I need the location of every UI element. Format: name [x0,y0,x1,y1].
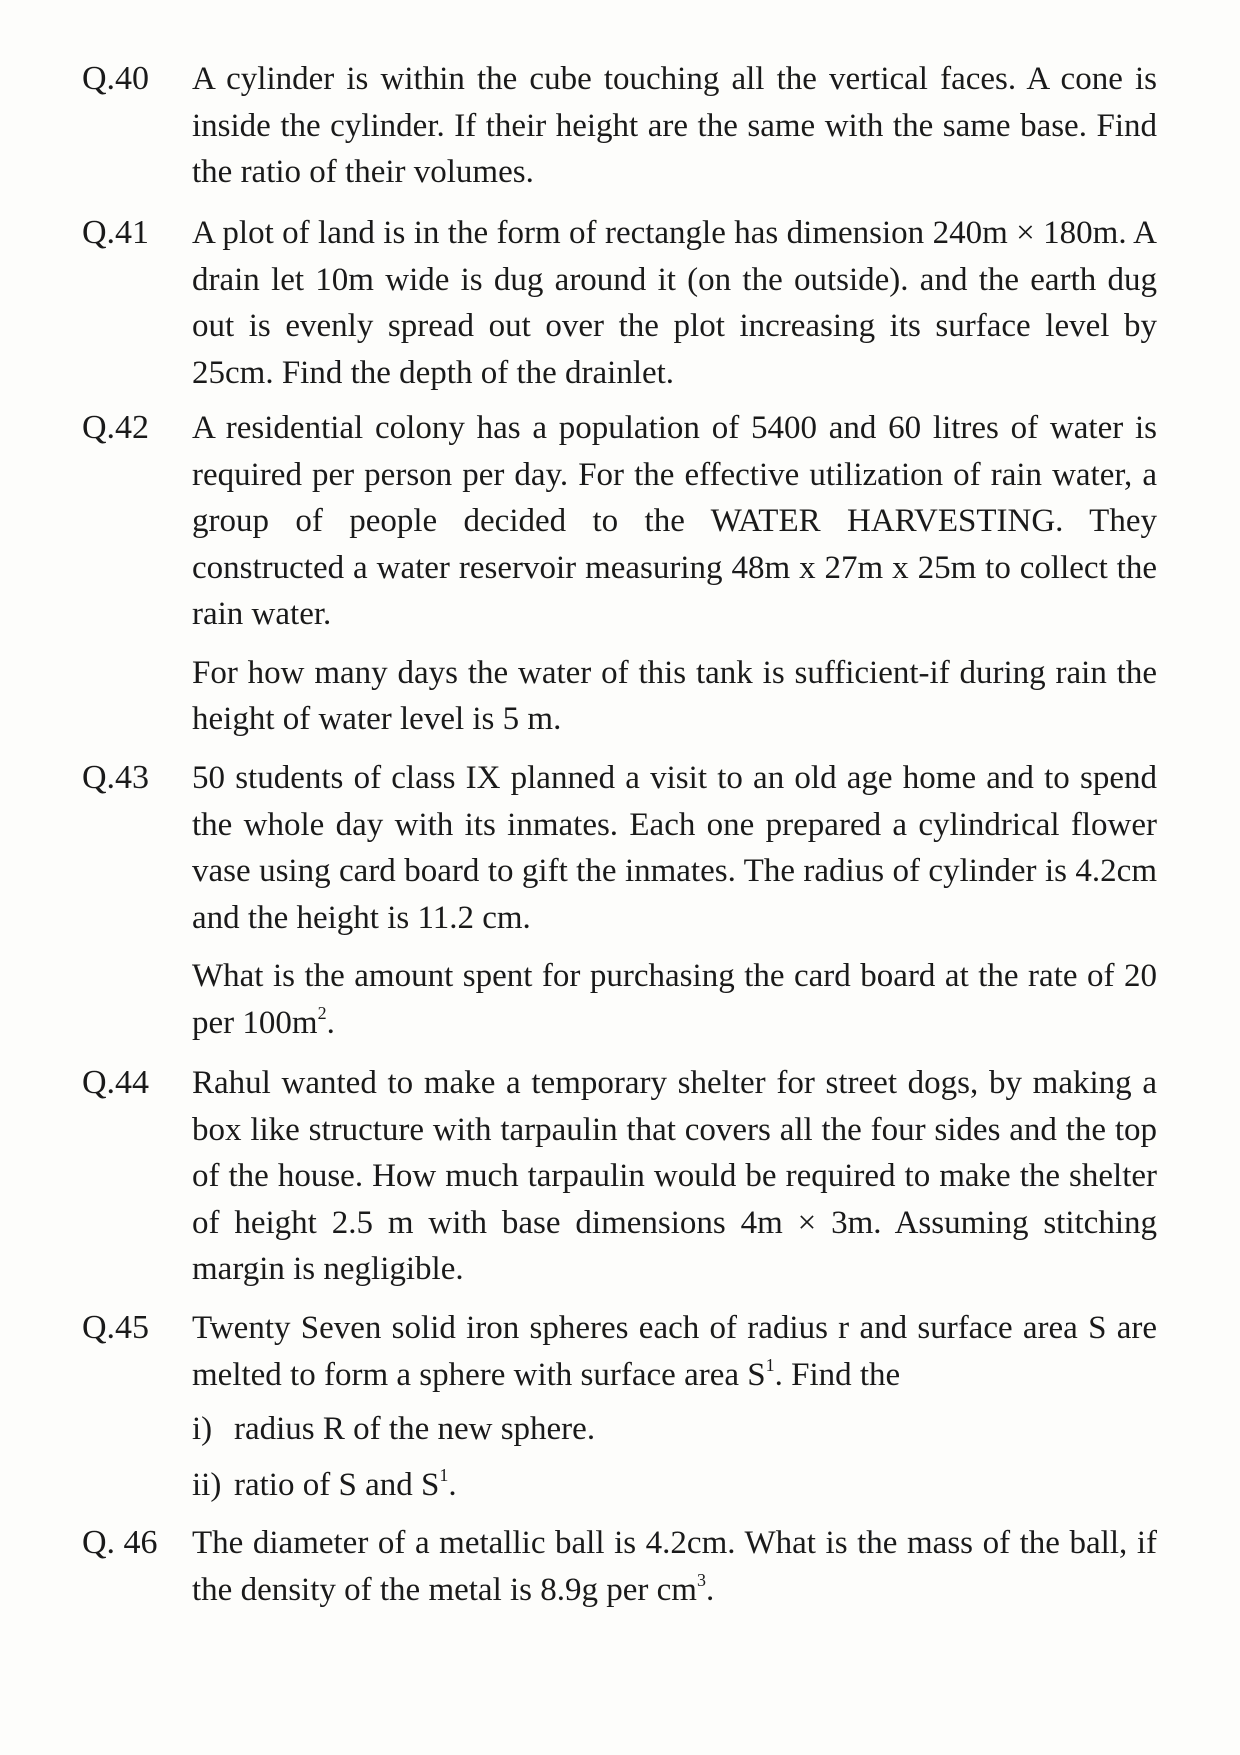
question-number: Q.44 [82,1064,150,1101]
sub-question-2 [192,1462,1157,1508]
question-number: Q. 46 [82,1524,158,1561]
question-body [192,1520,1157,1613]
unit-exponent: 3 [696,1569,706,1590]
question-number: Q.40 [82,60,150,97]
question-text: A cylinder is within the cube touching all the vertical faces. A cone is inside the cylinder. If their height are the same with the same base. Find the ratio of their volumes. [192,61,1157,190]
sub-text: ratio of S and S [234,1467,440,1503]
question-number: Q.45 [82,1309,150,1346]
question-body [192,56,1157,196]
question-text [192,1305,1157,1398]
question-body [192,210,1157,396]
sub-question-1 [192,1406,1157,1452]
question-followup: For how many days the water of this tank is sufficient-if during rain the height of water level is 5 m. [192,654,1157,737]
question-number: Q.43 [82,759,150,796]
question-text [192,1520,1157,1613]
question-body [192,1060,1157,1293]
intro-superscript: 1 [765,1354,775,1375]
question-text: 50 students of class IX planned a visit to an old age home and to spend the whole day with its inmates. Each one prepared a cylindrical flower vase using card board to gift the inmates. The radius of cylinder is 4.2cm and the height is 11.2 cm. [192,760,1157,936]
main-end: . [705,1571,715,1608]
sub-label: i) [192,1411,213,1447]
question-text: A plot of land is in the form of rectangle has dimension 240m × 180m. A drain let 10m wide is dug around it (on the outside). and the earth dug out is evenly spread out over the plot increasing its surface level by 25cm. Find the depth of the drainlet. [192,215,1157,391]
question-body [192,755,1157,1046]
question-followup [192,953,1157,1046]
question-body [192,405,1157,743]
question-body [192,1305,1157,1508]
main-text: The diameter of a metallic ball is 4.2cm. What is the mass of the ball, if the density of the metal is 8.9g per cm [192,1525,1157,1608]
rate-period: . [326,1004,335,1041]
intro-end: . Find the [774,1356,901,1393]
sub-superscript: 1 [439,1465,449,1485]
rate-exponent: 2 [317,1002,327,1023]
sub-label: ii) [192,1467,222,1503]
question-number: Q.41 [82,214,150,251]
sub-end: . [448,1467,457,1503]
sub-text: radius R of the new sphere. [234,1411,596,1447]
intro-text: Twenty Seven solid iron spheres each of radius r and surface area S are melted to form a sphere with surface area S [192,1310,1157,1393]
question-text: Rahul wanted to make a temporary shelter for street dogs, by making a box like structure with tarpaulin that covers all the four sides and the top of the house. How much tarpaulin would be required to make the shelter of height 2.5 m with base dimensions 4m × 3m. Assuming stitching margin is negligible. [192,1065,1157,1287]
followup-text: What is the amount spent for purchasing the card board at the rate of [192,958,1115,994]
question-text: A residential colony has a population of 5400 and 60 litres of water is required per person per day. For the effective utilization of rain water, a group of people decided to the WATER HARVESTING. They constructed a water reservoir measuring 48m x 27m x 25m to collect the rain water. [192,410,1157,632]
rate-value: 20 per 100m [192,958,1157,1041]
question-number: Q.42 [82,409,150,446]
